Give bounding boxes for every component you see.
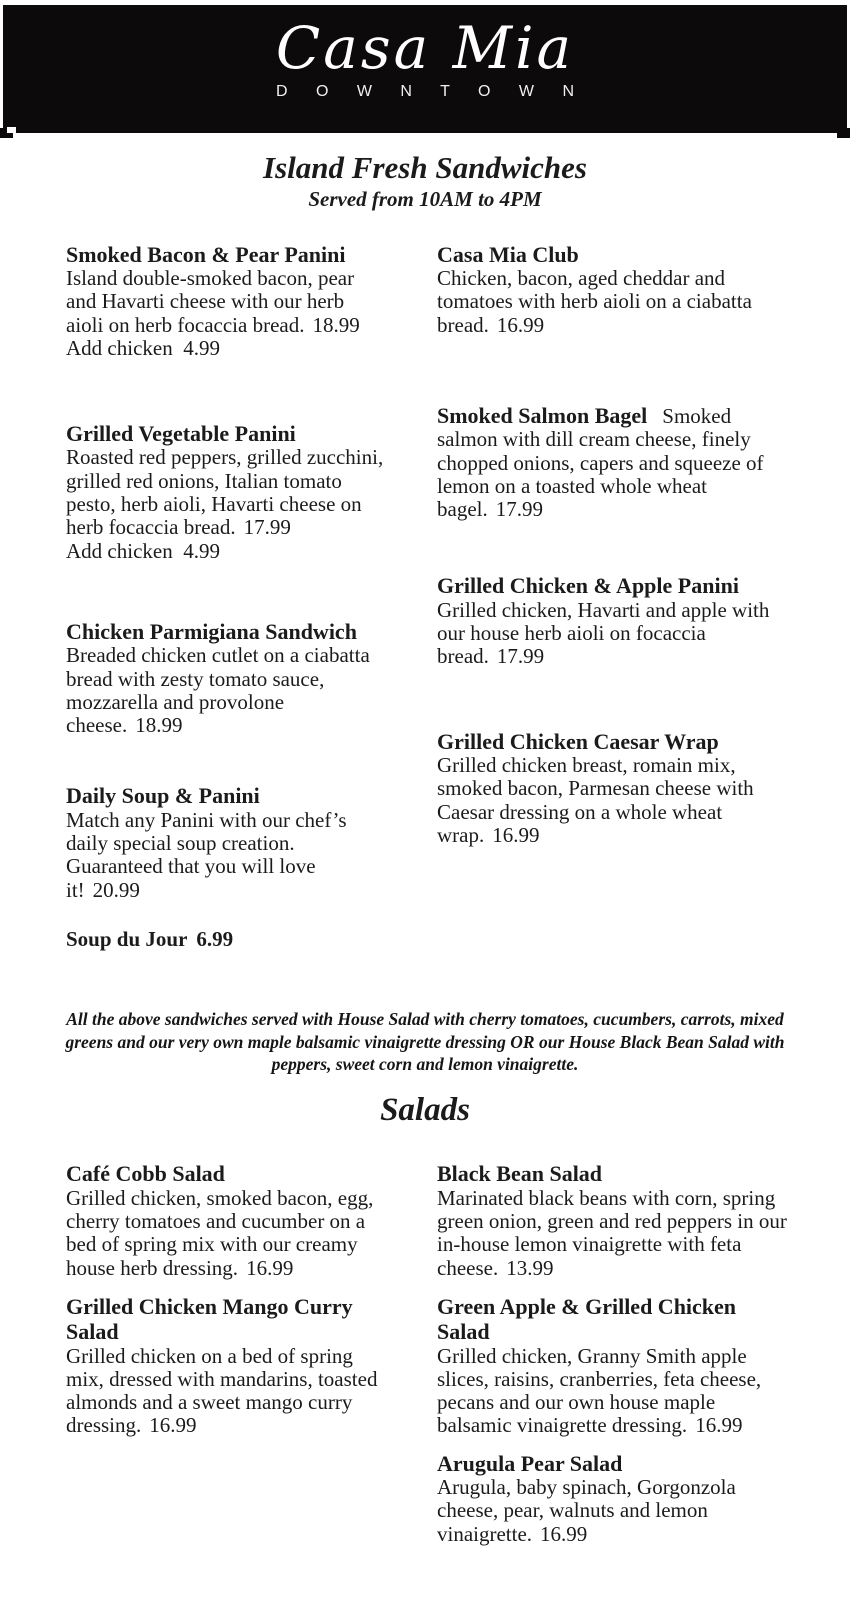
menu-item-description [66, 1187, 386, 1280]
menu-item-desc-text: Roasted red peppers, grilled zucchini, grilled red onions, Italian tomato pesto, herb aioli, Havarti cheese on herb focaccia bread. [66, 445, 384, 540]
menu-item [437, 573, 793, 668]
menu-item-description [437, 754, 793, 847]
salads-right-column [437, 1161, 793, 1545]
menu-item-name: Daily Soup & Panini [66, 783, 260, 809]
menu-item-name: Grilled Chicken & Apple Panini [437, 573, 739, 599]
salads-left-column [66, 1161, 386, 1545]
menu-item-price: 20.99 [92, 877, 140, 902]
menu-item-price: 17.99 [243, 515, 291, 540]
menu-item [66, 421, 386, 563]
menu-item-price: 17.99 [495, 497, 543, 522]
menu-item-name: Smoked Salmon Bagel [437, 402, 648, 428]
salads-section-title: Salads [380, 1092, 470, 1129]
logo-subtitle: D O W N T O W N [275, 82, 587, 100]
soup-du-jour-name: Soup du Jour [66, 926, 188, 951]
menu-item-name: Arugula Pear Salad [437, 1450, 623, 1476]
menu-item-price: 16.99 [695, 1413, 743, 1438]
sandwiches-right-column [437, 242, 793, 952]
menu-item-desc-text: Arugula, baby spinach, Gorgonzola cheese, pear, walnuts and lemon vinaigrette. [437, 1474, 736, 1546]
menu-item-name: Casa Mia Club [437, 241, 579, 267]
menu-item-description [66, 446, 386, 539]
corner-mark-right [837, 128, 850, 138]
menu-item-price: 16.99 [246, 1255, 294, 1280]
menu-item-name: Chicken Parmigiana Sandwich [66, 618, 357, 644]
menu-item-price: 16.99 [492, 822, 540, 847]
menu-item-desc-text: Match any Panini with our chef’s daily special soup creation. Guaranteed that you will love it! [66, 807, 347, 902]
menu-item-desc-text: Marinated black beans with corn, spring green onion, green and red peppers in our in-house lemon vinaigrette with feta cheese. [437, 1185, 787, 1280]
menu-item-name: Black Bean Salad [437, 1161, 603, 1187]
corner-notch [7, 127, 16, 133]
menu-item-name: Grilled Chicken Caesar Wrap [437, 728, 719, 754]
menu-item-desc-text: Grilled chicken, Granny Smith apple slices, raisins, cranberries, feta cheese, pecans and our own house maple balsamic vinaigrette dressing. [437, 1343, 762, 1438]
menu-item [66, 783, 386, 901]
menu-item [437, 1451, 793, 1546]
menu-item-addon: Add chicken 4.99 [66, 538, 220, 563]
menu-item-price: 16.99 [149, 1413, 197, 1438]
menu-item-description [437, 1345, 793, 1438]
salads-columns [0, 1161, 850, 1545]
menu-item-desc-text: Smoked salmon with dill cream cheese, finely chopped onions, capers and squeeze of lemon on a toasted whole wheat bagel. [437, 403, 764, 522]
menu-item-price: 18.99 [312, 312, 360, 337]
menu-item-price: 17.99 [496, 644, 545, 669]
sandwiches-columns [0, 242, 850, 952]
menu-item-description [437, 1187, 793, 1280]
menu-item-description [437, 267, 793, 337]
menu-item [437, 242, 793, 337]
menu-item-desc-text: Breaded chicken cutlet on a ciabatta bread with zesty tomato sauce, mozzarella and provolone cheese. [66, 643, 370, 738]
sandwiches-left-column [66, 242, 386, 952]
menu-item [437, 729, 793, 847]
menu-item-desc-text: Grilled chicken, Havarti and apple with our house herb aioli on focaccia bread. [437, 597, 770, 669]
menu-item-name: Smoked Bacon & Pear Panini [66, 241, 346, 267]
menu-item [66, 619, 386, 737]
menu-item [437, 1161, 793, 1279]
menu-item [66, 1161, 386, 1279]
menu-item-price: 18.99 [135, 713, 183, 738]
menu-item-desc-text: Grilled chicken on a bed of spring mix, dressed with mandarins, toasted almonds and a sweet mango curry dressing. [66, 1343, 378, 1438]
menu-item-name: Green Apple & Grilled Chicken Salad [437, 1293, 737, 1345]
menu-item-price: 16.99 [540, 1521, 588, 1546]
menu-item-description [437, 1476, 793, 1546]
sandwiches-section-subtitle: Served from 10AM to 4PM [308, 186, 542, 211]
sandwiches-section-title: Island Fresh Sandwiches [263, 150, 587, 185]
menu-item-desc-text: Chicken, bacon, aged cheddar and tomatoes with herb aioli on a ciabatta bread. [437, 265, 752, 337]
menu-item-description [66, 1345, 386, 1438]
menu-item-description [66, 267, 386, 337]
menu-item [66, 242, 386, 360]
menu-item-desc-text: Island double-smoked bacon, pear and Havarti cheese with our herb aioli on herb focaccia bread. [66, 265, 355, 337]
menu-item [66, 1294, 386, 1438]
sandwiches-note: All the above sandwiches served with House Salad with cherry tomatoes, cucumbers, carrots, mixed greens and our very own maple balsamic vinaigrette dressing OR our House Black Bean Salad with peppers, sweet corn and lemon vinaigrette. [65, 1008, 785, 1075]
menu-item-name: Grilled Chicken Mango Curry Salad [66, 1293, 353, 1345]
menu-item-description [66, 644, 386, 737]
menu-item-desc-text: Grilled chicken breast, romain mix, smoked bacon, Parmesan cheese with Caesar dressing on a whole wheat wrap. [437, 752, 754, 847]
menu-item-price: 16.99 [496, 312, 545, 337]
menu-item-price: 13.99 [506, 1255, 554, 1280]
soup-du-jour-line [66, 927, 386, 952]
menu-item-desc-text: Grilled chicken, smoked bacon, egg, cherry tomatoes and cucumber on a bed of spring mix with our creamy house herb dressing. [66, 1185, 374, 1280]
menu-item-name: Grilled Vegetable Panini [66, 421, 296, 447]
menu-item [437, 1294, 793, 1438]
menu-item [437, 404, 793, 522]
menu-item-addon: Add chicken 4.99 [66, 335, 220, 360]
soup-du-jour-price: 6.99 [196, 926, 234, 951]
header-band [3, 5, 847, 133]
menu-item-description [66, 809, 386, 902]
casa-mia-logo: Casa Mia [275, 14, 575, 82]
menu-item-name: Café Cobb Salad [66, 1161, 225, 1187]
menu-item-description [437, 404, 793, 522]
menu-item-description [437, 599, 793, 669]
